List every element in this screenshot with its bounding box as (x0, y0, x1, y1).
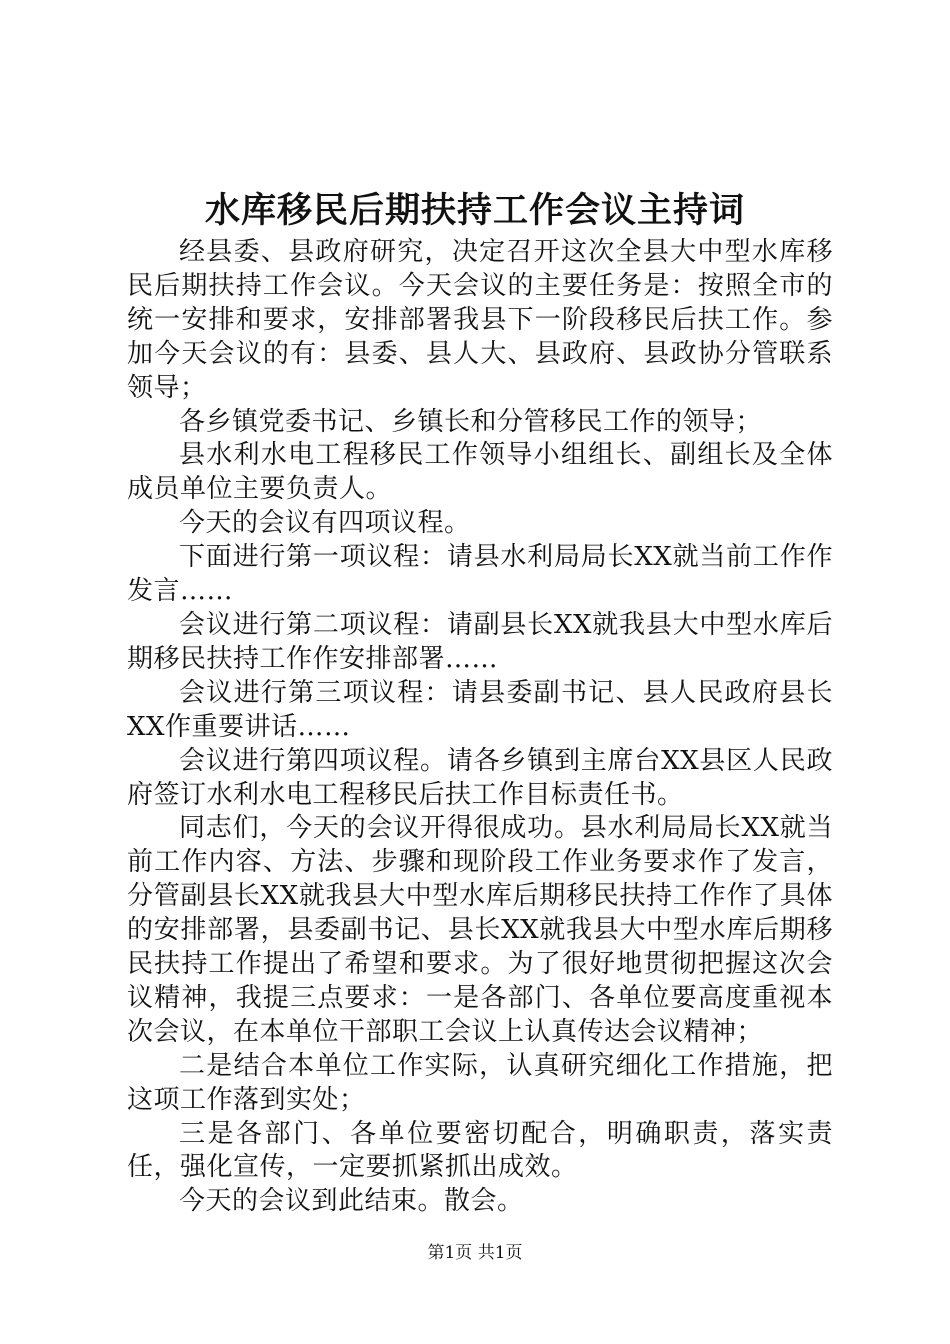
paragraph: 经县委、县政府研究，决定召开这次全县大中型水库移民后期扶持工作会议。今天会议的主要任务是：按照全市的统一安排和要求，安排部署我县下一阶段移民后扶工作。参加今天会议的有：县委、县人大、县政府、县政协分管联系领导； (127, 237, 833, 403)
paragraph: 各乡镇党委书记、乡镇长和分管移民工作的领导； (179, 406, 763, 437)
paragraph: 县水利水电工程移民工作领导小组组长、副组长及全体成员单位主要负责人。 (127, 440, 833, 505)
paragraph: 二是结合本单位工作实际，认真研究细化工作措施，把这项工作落到实处； (127, 1050, 833, 1115)
page-number-footer: 第1页 共1页 (427, 1243, 523, 1263)
paragraph: 会议进行第二项议程：请副县长XX就我县大中型水库后期移民扶持工作作安排部署…… (127, 609, 833, 674)
document-body (127, 236, 833, 1219)
paragraph: 今天的会议到此结束。散会。 (179, 1186, 524, 1217)
paragraph: 会议进行第四项议程。请各乡镇到主席台XX县区人民政府签订水利水电工程移民后扶工作目标责任书。 (127, 745, 833, 810)
paragraph: 三是各部门、各单位要密切配合，明确职责，落实责任，强化宣传，一定要抓紧抓出成效。 (127, 1118, 833, 1183)
paragraph: 今天的会议有四项议程。 (179, 508, 471, 539)
document-title: 水库移民后期扶持工作会议主持词 (204, 190, 745, 231)
paragraph: 会议进行第三项议程：请县委副书记、县人民政府县长XX作重要讲话…… (127, 677, 833, 742)
paragraph: 同志们，今天的会议开得很成功。县水利局局长XX就当前工作内容、方法、步骤和现阶段工作业务要求作了发言，分管副县长XX就我县大中型水库后期移民扶持工作作了具体的安排部署，县委副书记、县长XX就我县大中型水库后期移民扶持工作提出了希望和要求。为了很好地贯彻把握这次会议精神，我提三点要求：一是各部门、各单位要高度重视本次会议，在本单位干部职工会议上认真传达会议精神； (127, 813, 833, 1047)
paragraph: 下面进行第一项议程：请县水利局局长XX就当前工作作发言…… (127, 542, 833, 607)
